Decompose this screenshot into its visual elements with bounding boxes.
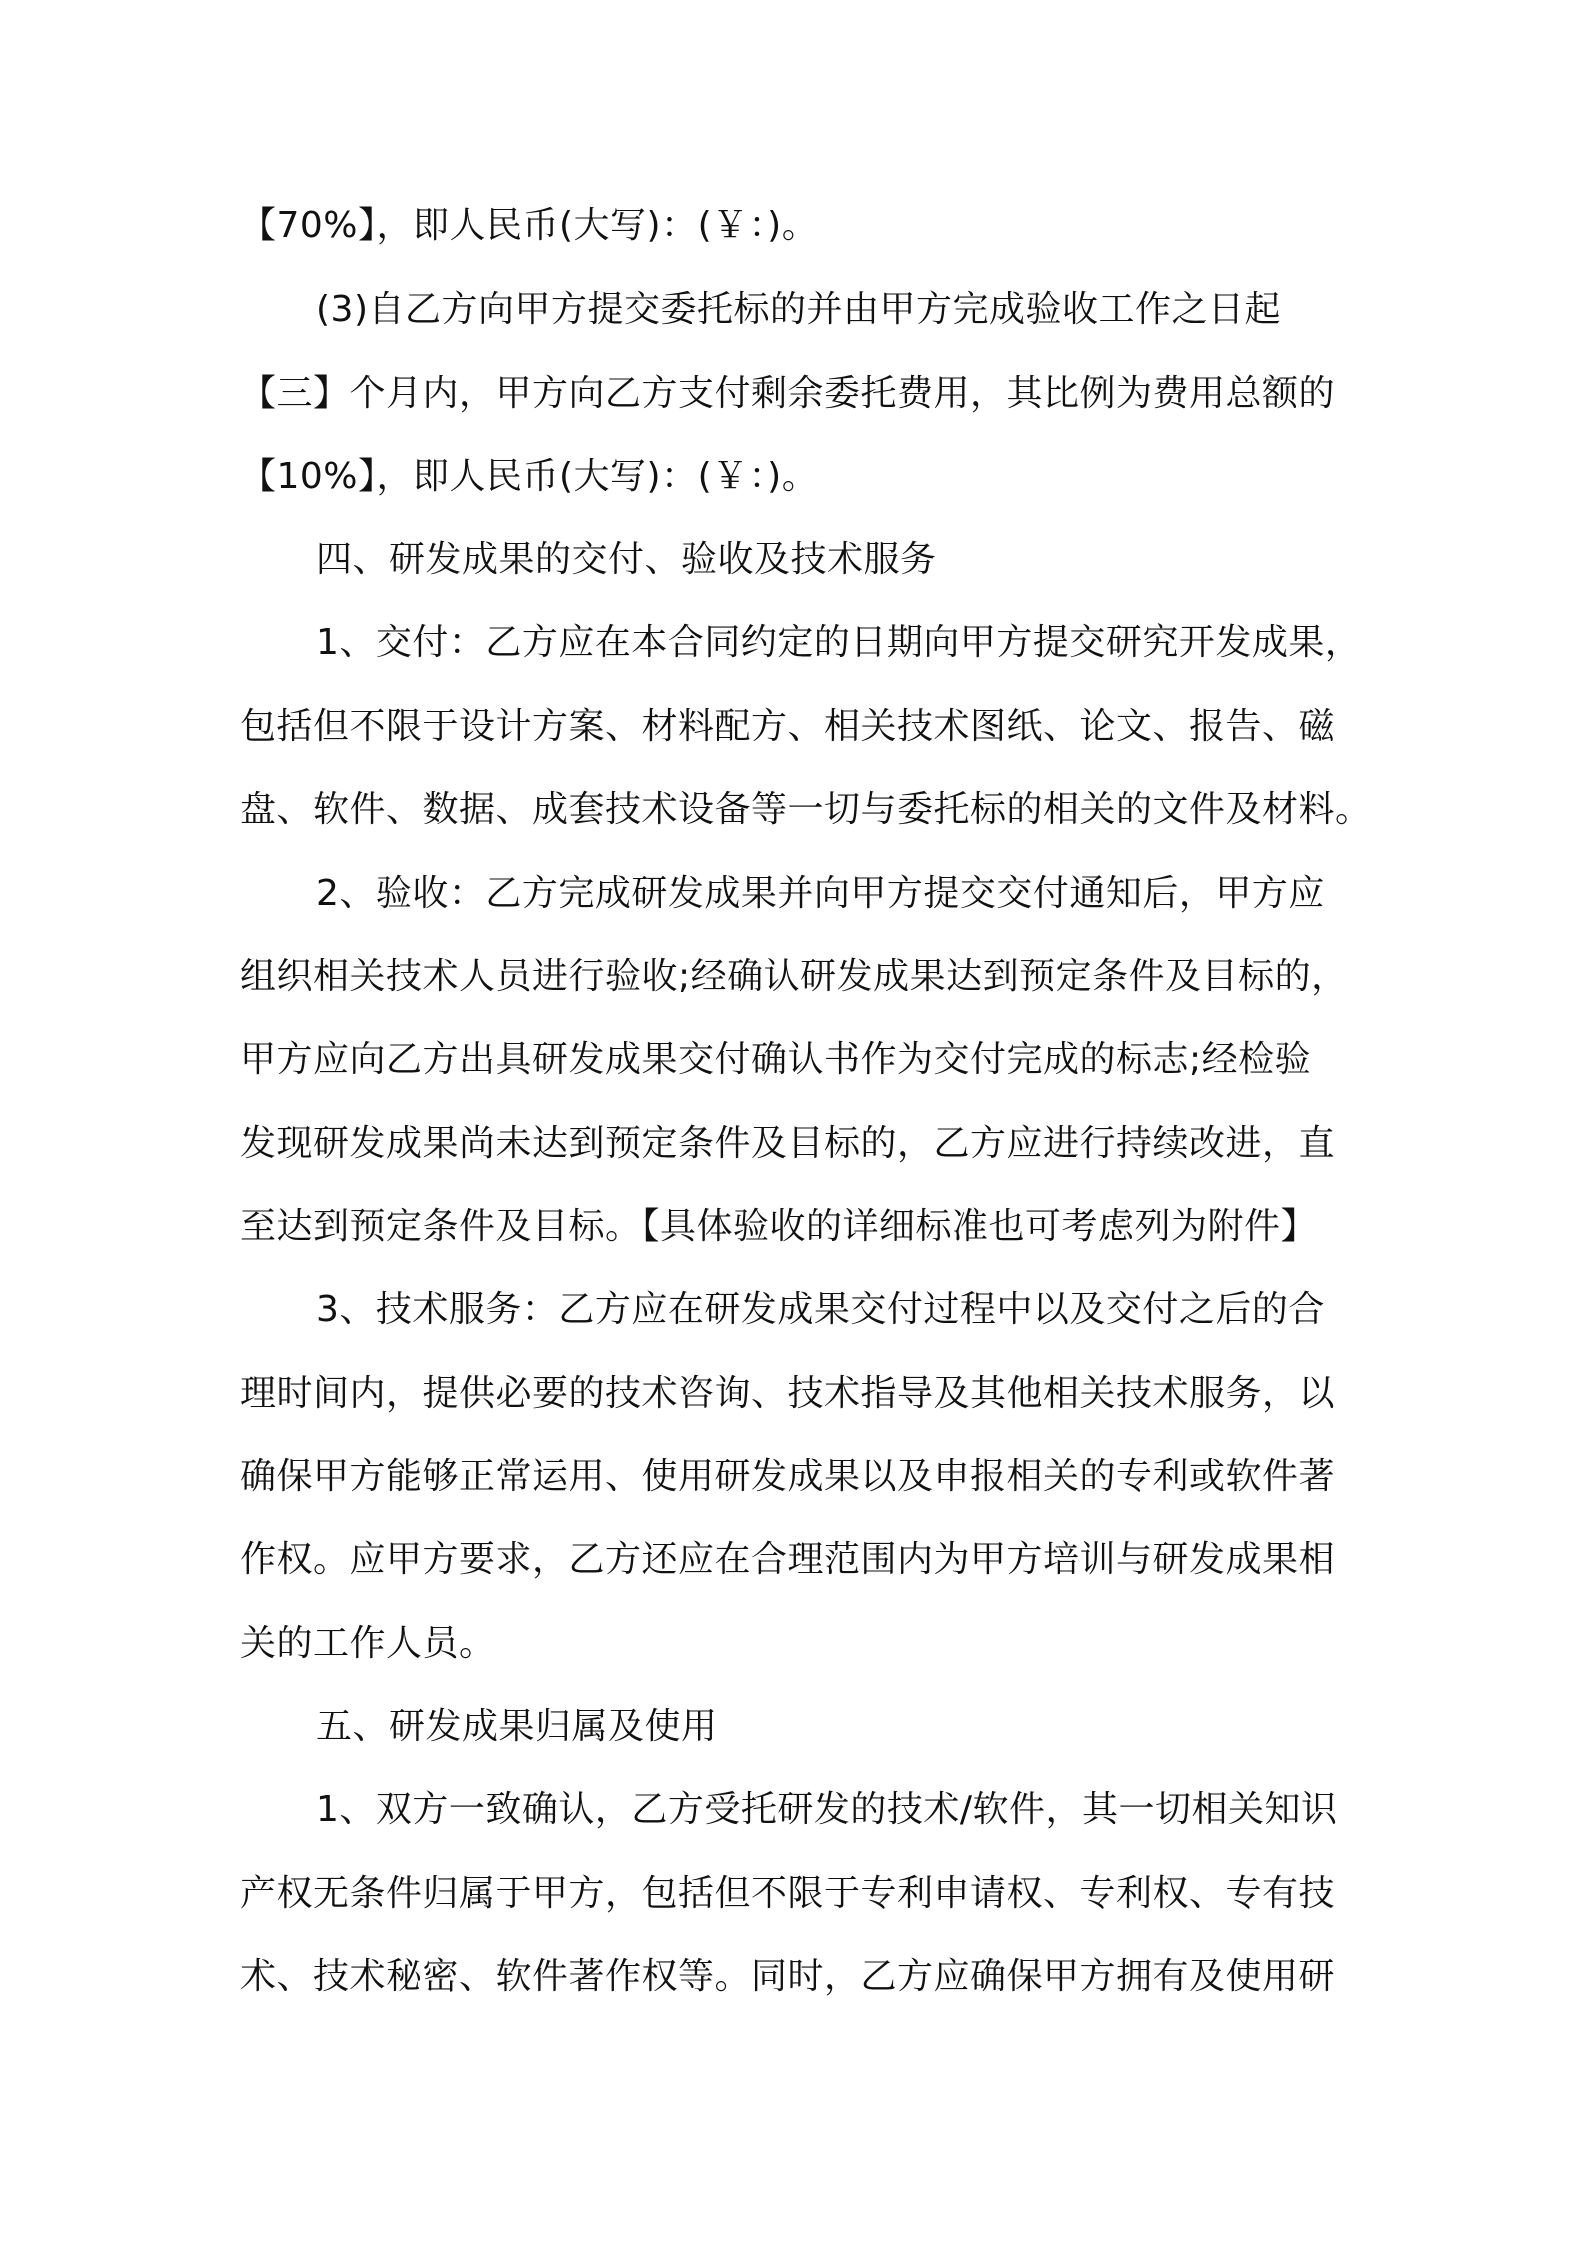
text-line: 发现研发成果尚未达到预定条件及目标的，乙方应进行持续改进，直 <box>240 1123 1336 1164</box>
text-line: 关的工作人员。 <box>240 1623 496 1664</box>
text-line: 甲方应向乙方出具研发成果交付确认书作为交付完成的标志;经检验 <box>240 1039 1312 1080</box>
text-line: 确保甲方能够正常运用、使用研发成果以及申报相关的专利或软件著 <box>240 1456 1336 1497</box>
text-line: 包括但不限于设计方案、材料配方、相关技术图纸、论文、报告、磁 <box>240 706 1336 747</box>
text-line: 盘、软件、数据、成套技术设备等一切与委托标的相关的文件及材料。 <box>240 789 1372 830</box>
text-line: 作权。应甲方要求，乙方还应在合理范围内为甲方培训与研发成果相 <box>240 1539 1336 1580</box>
text-line: 【10%】，即人民币(大写)：(￥：)。 <box>240 456 819 497</box>
text-line: 术、技术秘密、软件著作权等。同时，乙方应确保甲方拥有及使用研 <box>240 1956 1336 1997</box>
text-line: 3、技术服务：乙方应在研发成果交付过程中以及交付之后的合 <box>316 1289 1325 1330</box>
text-line: 1、双方一致确认，乙方受托研发的技术/软件，其一切相关知识 <box>316 1789 1338 1830</box>
text-line: 【三】个月内，甲方向乙方支付剩余委托费用，其比例为费用总额的 <box>240 373 1336 414</box>
text-line: 1、交付：乙方应在本合同约定的日期向甲方提交研究开发成果， <box>316 622 1362 663</box>
section-heading: 四、研发成果的交付、验收及技术服务 <box>316 539 937 580</box>
text-line: 组织相关技术人员进行验收;经确认研发成果达到预定条件及目标的， <box>240 956 1348 997</box>
text-line: 至达到预定条件及目标。【具体验收的详细标准也可考虑列为附件】 <box>240 1206 1318 1247</box>
text-line: 2、验收：乙方完成研发成果并向甲方提交交付通知后，甲方应 <box>316 873 1325 914</box>
section-heading: 五、研发成果归属及使用 <box>316 1706 718 1747</box>
text-line: (3)自乙方向甲方提交委托标的并由甲方完成验收工作之日起 <box>316 289 1281 330</box>
text-line: 【70%】，即人民币(大写)：(￥：)。 <box>240 205 819 246</box>
text-line: 产权无条件归属于甲方，包括但不限于专利申请权、专利权、专有技 <box>240 1873 1336 1914</box>
text-line: 理时间内，提供必要的技术咨询、技术指导及其他相关技术服务，以 <box>240 1373 1336 1414</box>
